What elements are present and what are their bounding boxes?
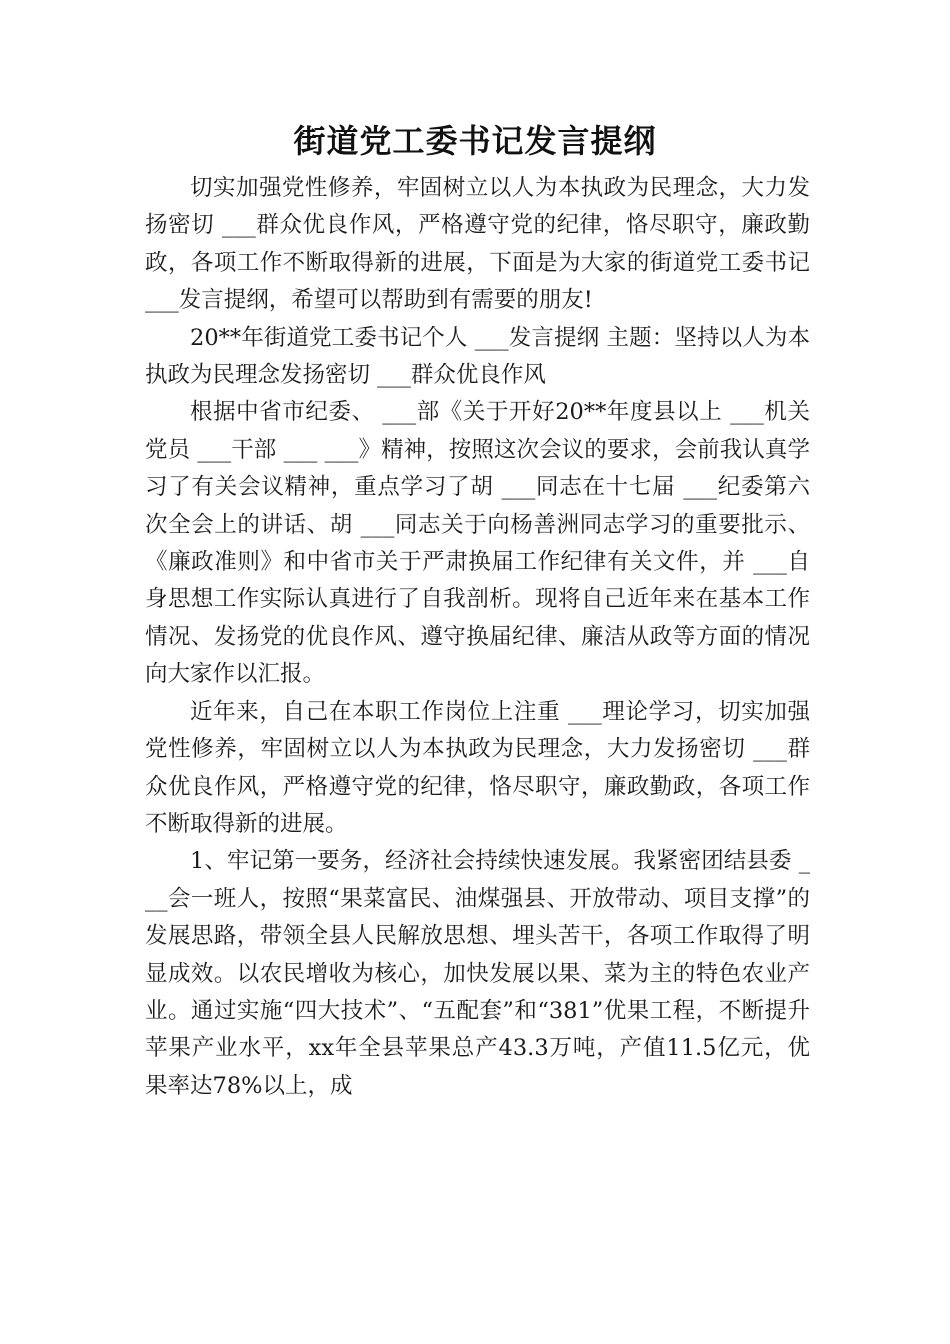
paragraph-point-1: 1、牢记第一要务，经济社会持续快速发展。我紧密团结县委 ___会一班人，按照“果菜富民、油煤强县、开放带动、项目支撑”的发展思路，带领全县人民解放思想、埋头苦干，各项工作取得了明显成效。以农民增收为核心，加快发展以果、菜为主的特色农业产业。通过实施“四大技术”、“五配套”和“381”优果工程，不断提升苹果产业水平，xx年全县苹果总产43.3万吨，产值11.5亿元，优果率达78%以上，成 bbox=[145, 848, 810, 1099]
paragraph-intro: 切实加强党性修养，牢固树立以人为本执政为民理念，大力发扬密切 ___群众优良作风，严格遵守党的纪律，恪尽职守，廉政勤政，各项工作不断取得新的进展，下面是为大家的街道党工委书记 ___发言提纲，希望可以帮助到有需要的朋友! bbox=[145, 175, 810, 314]
paragraph-summary: 近年来，自己在本职工作岗位上注重 ___理论学习，切实加强党性修养，牢固树立以人为本执政为民理念，大力发扬密切 ___群众优良作风，严格遵守党的纪律，恪尽职守，廉政勤政，各项工作不断取得新的进展。 bbox=[145, 698, 810, 837]
paragraph-theme: 20**年街道党工委书记个人 ___发言提纲 主题：坚持以人为本执政为民理念发扬密切 ___群众优良作风 bbox=[145, 324, 810, 389]
document-title: 街道党工委书记发言提纲 bbox=[293, 122, 657, 160]
document-body bbox=[145, 170, 810, 1105]
paragraph-background: 根据中省市纪委、 ___部《关于开好20**年度县以上 ___机关党员 ___干部 ___ ___》精神，按照这次会议的要求，会前我认真学习了有关会议精神，重点学习了胡 ___同志在十七届 ___纪委第六次全会上的讲话、胡 ___同志关于向杨善洲同志学习的重要批示、《廉政准则》和中省市关于严肃换届工作纪律有关文件，并 ___自身思想工作实际认真进行了自我剖析。现将自己近年来在基本工作情况、发扬党的优良作风、遵守换届纪律、廉洁从政等方面的情况向大家作以汇报。 bbox=[145, 399, 810, 688]
